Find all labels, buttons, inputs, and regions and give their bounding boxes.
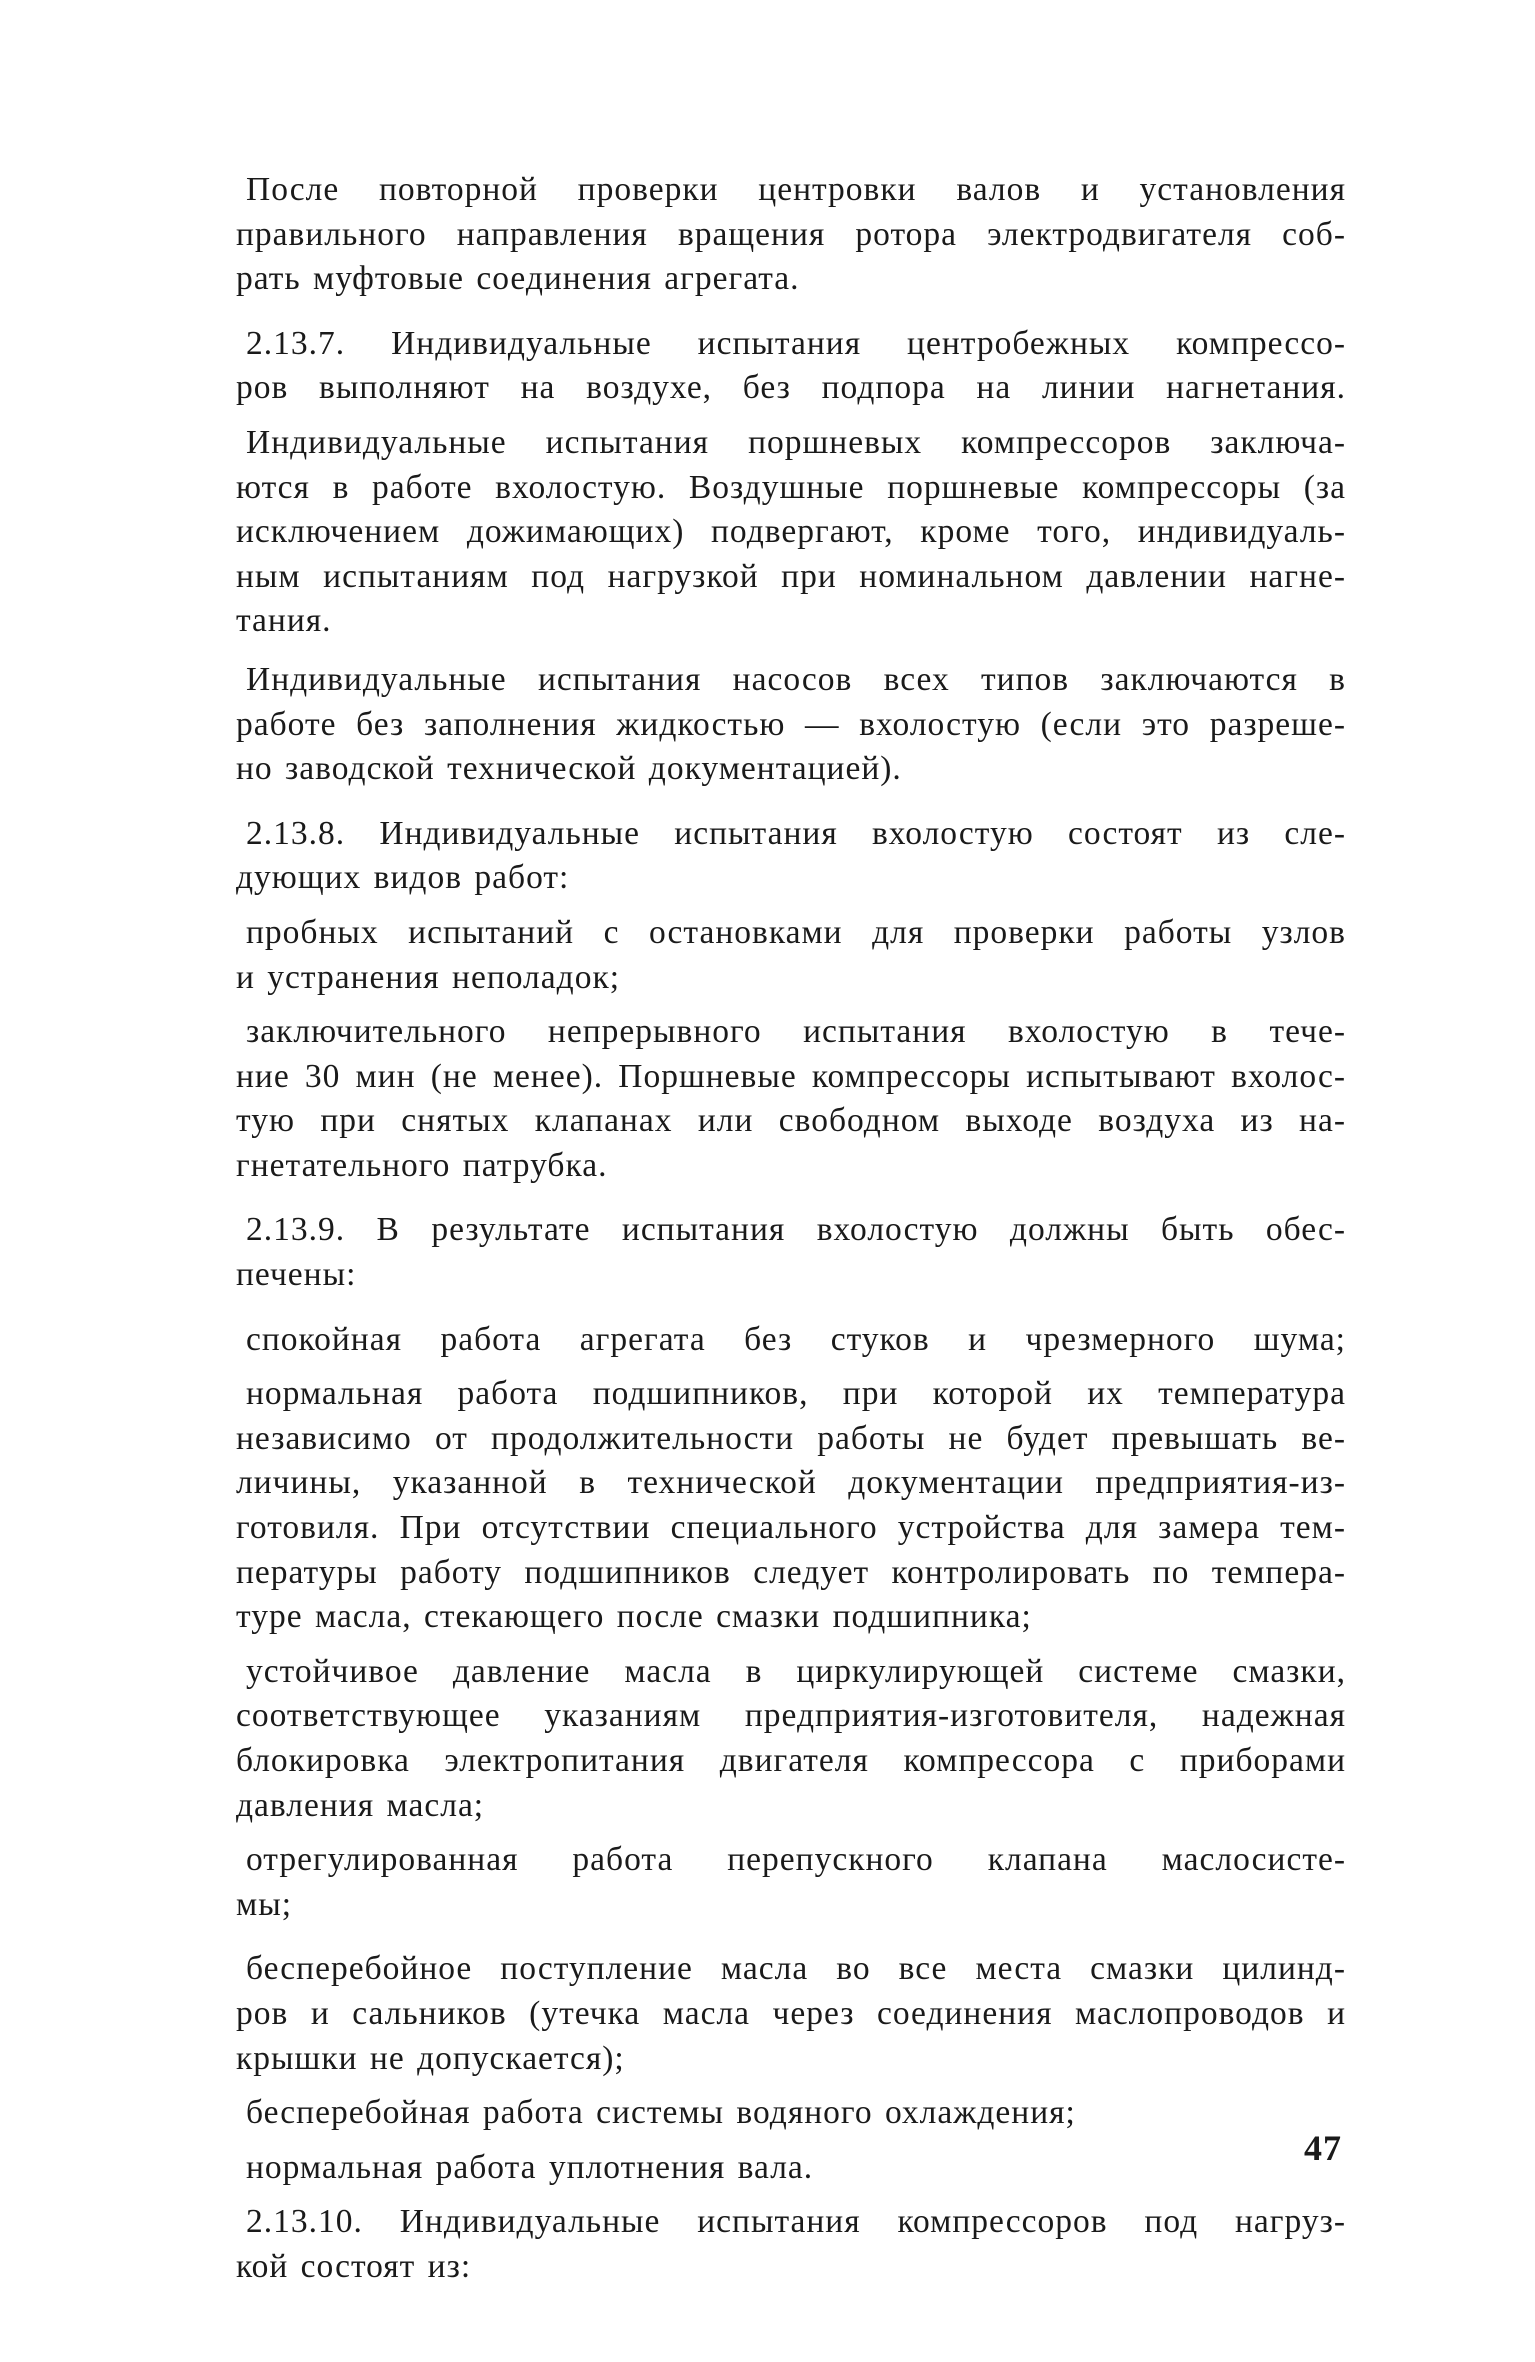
text-line: тую при снятых клапанах или свободном выходе воздуха из на- bbox=[236, 1102, 1346, 1140]
paragraph bbox=[236, 2146, 1346, 2191]
text-line: 2.13.10. Индивидуальные испытания компрессоров под нагруз- bbox=[246, 2203, 1346, 2241]
paragraph bbox=[236, 658, 1346, 792]
text-line: После повторной проверки центровки валов и установления bbox=[246, 171, 1346, 208]
text-line: ным испытаниям под нагрузкой при номинальном давлении нагне- bbox=[236, 557, 1346, 595]
text-line: работе без заполнения жидкостью — вхолостую (если это разреше- bbox=[236, 705, 1346, 743]
text-line: 2.13.9. В результате испытания вхолостую должны быть обес- bbox=[246, 1211, 1346, 1249]
text-line: отрегулированная работа перепускного клапана маслосисте- bbox=[246, 1841, 1346, 1879]
paragraph bbox=[236, 1650, 1346, 1828]
text-line: независимо от продолжительности работы не будет превышать ве- bbox=[236, 1419, 1346, 1457]
text-line: личины, указанной в технической документации предприятия-из- bbox=[236, 1464, 1346, 1502]
text-line: рать муфтовые соединения агрегата. bbox=[236, 260, 800, 298]
text-line: давления масла; bbox=[236, 1786, 485, 1824]
text-line: кой состоят из: bbox=[236, 2247, 472, 2285]
text-line: но заводской технической документацией). bbox=[236, 750, 902, 788]
text-line: соответствующее указаниям предприятия-изготовителя, надежная bbox=[236, 1697, 1346, 1735]
text-line: готовиля. При отсутствии специального устройства для замера тем- bbox=[236, 1509, 1346, 1547]
text-line: ние 30 мин (не менее). Поршневые компрессоры испытывают вхолос- bbox=[236, 1057, 1346, 1095]
text-line: заключительного непрерывного испытания вхолостую в тече- bbox=[246, 1013, 1346, 1051]
text-line: тания. bbox=[236, 602, 332, 640]
text-line: Индивидуальные испытания насосов всех типов заключаются в bbox=[246, 660, 1346, 698]
text-line: правильного направления вращения ротора электродвигателя соб- bbox=[236, 215, 1346, 253]
text-line: ются в работе вхолостую. Воздушные поршневые компрессоры (за bbox=[236, 468, 1346, 506]
text-line: дующих видов работ: bbox=[236, 859, 570, 897]
paragraph bbox=[236, 812, 1346, 901]
text-line: гнетательного патрубка. bbox=[236, 1146, 608, 1184]
text-line: крышки не допускается); bbox=[236, 2039, 625, 2077]
text-line: исключением дожимающих) подвергают, кроме того, индивидуаль- bbox=[236, 513, 1346, 551]
paragraph bbox=[236, 322, 1346, 411]
text-line: нормальная работа подшипников, при которой их температура bbox=[246, 1375, 1346, 1413]
paragraph bbox=[236, 911, 1346, 1000]
page-body bbox=[236, 168, 1346, 2290]
text-line: и устранения неполадок; bbox=[236, 958, 621, 996]
text-line: пробных испытаний с остановками для проверки работы узлов bbox=[246, 913, 1346, 951]
text-line: ров и сальников (утечка масла через соединения маслопроводов и bbox=[236, 1994, 1346, 2032]
text-line: спокойная работа агрегата без стуков и чрезмерного шума; bbox=[246, 1320, 1346, 1358]
paragraph bbox=[236, 421, 1346, 644]
paragraph bbox=[236, 1208, 1346, 1297]
text-line: устойчивое давление масла в циркулирующей системе смазки, bbox=[246, 1652, 1346, 1690]
text-line: туре масла, стекающего после смазки подшипника; bbox=[236, 1598, 1032, 1636]
paragraph bbox=[236, 2091, 1346, 2136]
text-line: пературы работу подшипников следует контролировать по темпера- bbox=[236, 1553, 1346, 1591]
text-line: нормальная работа уплотнения вала. bbox=[246, 2148, 814, 2186]
text-line: бесперебойное поступление масла во все места смазки цилинд- bbox=[246, 1950, 1346, 1988]
paragraph bbox=[236, 1372, 1346, 1640]
paragraph bbox=[236, 1318, 1346, 1363]
paragraph bbox=[236, 1838, 1346, 1927]
text-line: мы; bbox=[236, 1885, 293, 1923]
page-number: 47 bbox=[1304, 2128, 1342, 2168]
paragraph bbox=[236, 168, 1346, 302]
text-line: 2.13.7. Индивидуальные испытания центробежных компрессо- bbox=[246, 324, 1346, 362]
paragraph bbox=[236, 1010, 1346, 1188]
text-line: Индивидуальные испытания поршневых компрессоров заключа- bbox=[246, 423, 1346, 461]
text-line: ров выполняют на воздухе, без подпора на линии нагнетания. bbox=[236, 369, 1346, 407]
paragraph bbox=[236, 2200, 1346, 2289]
text-line: бесперебойная работа системы водяного охлаждения; bbox=[246, 2094, 1076, 2132]
text-line: печены: bbox=[236, 1256, 357, 1294]
paragraph bbox=[236, 1947, 1346, 2081]
text-line: 2.13.8. Индивидуальные испытания вхолостую состоят из сле- bbox=[246, 814, 1346, 852]
text-line: блокировка электропитания двигателя компрессора с приборами bbox=[236, 1742, 1346, 1779]
